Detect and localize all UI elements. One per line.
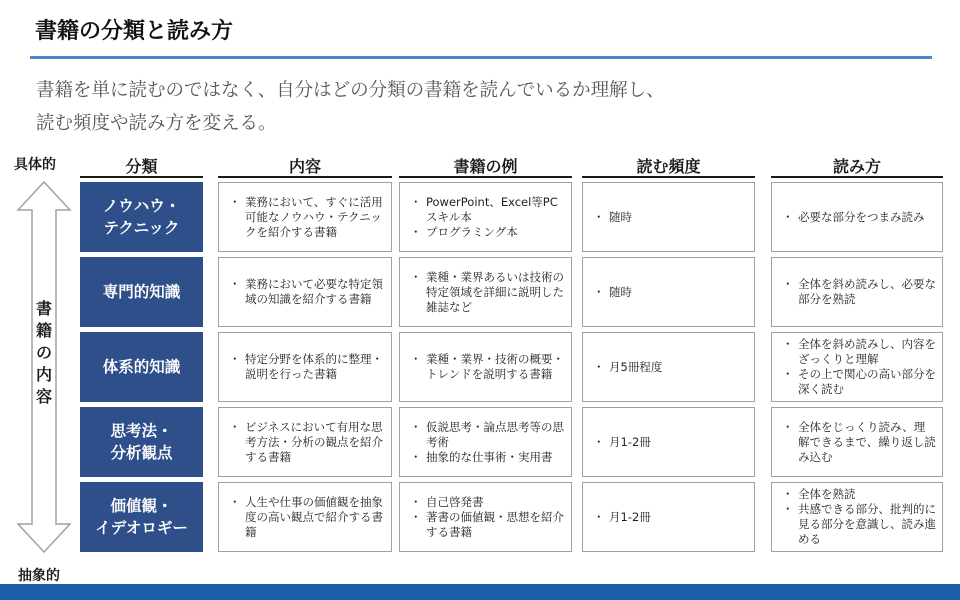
bullet-item: ・ その上で関心の高い部分を深く読む <box>782 367 936 397</box>
bullet-item: ・ 共感できる部分、批判的に見る部分を意識し、読み進める <box>782 502 936 547</box>
column-divider <box>399 176 572 178</box>
bullet-item: ・ 全体をじっくり読み、理解できるまで、繰り返し読み込む <box>782 420 936 465</box>
bullet-item: ・ 月5冊程度 <box>593 360 662 375</box>
bullet-item: ・ 業務において、すぐに活用可能なノウハウ・テクニックを紹介する書籍 <box>229 195 385 240</box>
bullet-list <box>583 360 668 375</box>
bullet-list <box>400 495 571 540</box>
content-cell <box>218 182 392 252</box>
bullet-list <box>583 210 638 225</box>
category-label-line: 価値観・ <box>110 497 173 515</box>
bullet-item: ・ 随時 <box>593 285 632 300</box>
bullet-item: ・ 仮説思考・論点思考等の思考術 <box>410 420 565 450</box>
bullet-list <box>583 435 657 450</box>
content-cell <box>218 407 392 477</box>
axis-vertical-label <box>24 298 64 408</box>
category-label <box>80 182 203 252</box>
frequency-cell <box>582 257 755 327</box>
page-title: 書籍の分類と読み方 <box>35 19 234 44</box>
examples-cell <box>399 482 572 552</box>
method-cell <box>771 332 943 402</box>
content-cell <box>218 332 392 402</box>
bullet-item: ・ ビジネスにおいて有用な思考方法・分析の観点を紹介する書籍 <box>229 420 385 465</box>
axis-char: 籍 <box>35 321 52 340</box>
axis-top-label: 具体的 <box>14 157 56 173</box>
axis-bottom-label: 抽象的 <box>18 568 60 584</box>
method-cell <box>771 482 943 552</box>
bullet-item: ・ プログラミング本 <box>410 225 565 240</box>
axis-char: 書 <box>35 299 52 318</box>
category-label-line: 体系的知識 <box>102 358 181 376</box>
examples-cell <box>399 182 572 252</box>
examples-cell <box>399 332 572 402</box>
column-header-content: 内容 <box>288 157 321 176</box>
category-label-line: ノウハウ・ <box>102 197 181 215</box>
axis-char: 内 <box>35 365 52 384</box>
subtitle-line-1: 書籍を単に読むのではなく、自分はどの分類の書籍を読んでいるか理解し、 <box>36 80 665 101</box>
bullet-item: ・ 業務において必要な特定領域の知識を紹介する書籍 <box>229 277 385 307</box>
column-header-category: 分類 <box>125 157 158 176</box>
bullet-list <box>772 210 931 225</box>
bullet-list <box>583 510 657 525</box>
frequency-cell <box>582 407 755 477</box>
frequency-cell <box>582 482 755 552</box>
bullet-list <box>772 337 942 397</box>
category-label <box>80 332 203 402</box>
bullet-item: ・ 随時 <box>593 210 632 225</box>
bullet-item: ・ 業種・業界・技術の概要・トレンドを説明する書籍 <box>410 352 565 382</box>
bullet-list <box>583 285 638 300</box>
category-label-line: イデオロギー <box>95 519 188 537</box>
bullet-item: ・ 全体を熟読 <box>782 487 936 502</box>
axis-char: の <box>35 343 52 362</box>
page-subtitle <box>36 74 916 140</box>
column-header-method: 読み方 <box>832 157 881 176</box>
bullet-list <box>772 487 942 547</box>
title-divider <box>30 56 932 59</box>
column-divider <box>771 176 943 178</box>
category-label-line: テクニック <box>103 219 180 237</box>
examples-cell <box>399 407 572 477</box>
bullet-list <box>400 270 571 315</box>
bullet-item: ・ PowerPoint、Excel等PCスキル本 <box>410 195 565 225</box>
content-cell <box>218 482 392 552</box>
bullet-item: ・ 月1-2冊 <box>593 435 651 450</box>
column-divider <box>80 176 203 178</box>
category-label <box>80 482 203 552</box>
bullet-list <box>219 495 391 540</box>
method-cell <box>771 182 943 252</box>
bullet-item: ・ 抽象的な仕事術・実用書 <box>410 450 565 465</box>
bullet-item: ・ 自己啓発書 <box>410 495 565 510</box>
column-header-frequency: 読む頻度 <box>636 157 701 176</box>
method-cell <box>771 257 943 327</box>
bullet-list <box>772 420 942 465</box>
content-cell <box>218 257 392 327</box>
bullet-list <box>400 352 571 382</box>
category-label <box>80 257 203 327</box>
bullet-item: ・ 業種・業界あるいは技術の特定領域を詳細に説明した雑誌など <box>410 270 565 315</box>
bullet-item: ・ 全体を斜め読みし、必要な部分を熟読 <box>782 277 936 307</box>
category-label-line: 分析観点 <box>110 444 173 462</box>
bullet-item: ・ 特定分野を体系的に整理・説明を行った書籍 <box>229 352 385 382</box>
frequency-cell <box>582 182 755 252</box>
bullet-list <box>219 195 391 240</box>
column-divider <box>582 176 755 178</box>
bullet-list <box>219 352 391 382</box>
bullet-item: ・ 著書の価値観・思想を紹介する書籍 <box>410 510 565 540</box>
bullet-list <box>772 277 942 307</box>
bullet-item: ・ 人生や仕事の価値観を抽象度の高い観点で紹介する書籍 <box>229 495 385 540</box>
bullet-item: ・ 月1-2冊 <box>593 510 651 525</box>
bullet-item: ・ 全体を斜め読みし、内容をざっくりと理解 <box>782 337 936 367</box>
bullet-list <box>400 420 571 465</box>
bullet-list <box>219 420 391 465</box>
category-label-line: 専門的知識 <box>102 283 181 301</box>
category-label-line: 思考法・ <box>110 422 173 440</box>
footer-bar <box>0 584 960 600</box>
frequency-cell <box>582 332 755 402</box>
bullet-item: ・ 必要な部分をつまみ読み <box>782 210 925 225</box>
bullet-list <box>400 195 571 240</box>
subtitle-line-2: 読む頻度や読み方を変える。 <box>36 113 277 134</box>
column-divider <box>218 176 392 178</box>
axis-char: 容 <box>35 387 52 406</box>
examples-cell <box>399 257 572 327</box>
method-cell <box>771 407 943 477</box>
bullet-list <box>219 277 391 307</box>
category-label <box>80 407 203 477</box>
column-header-examples: 書籍の例 <box>453 157 518 176</box>
